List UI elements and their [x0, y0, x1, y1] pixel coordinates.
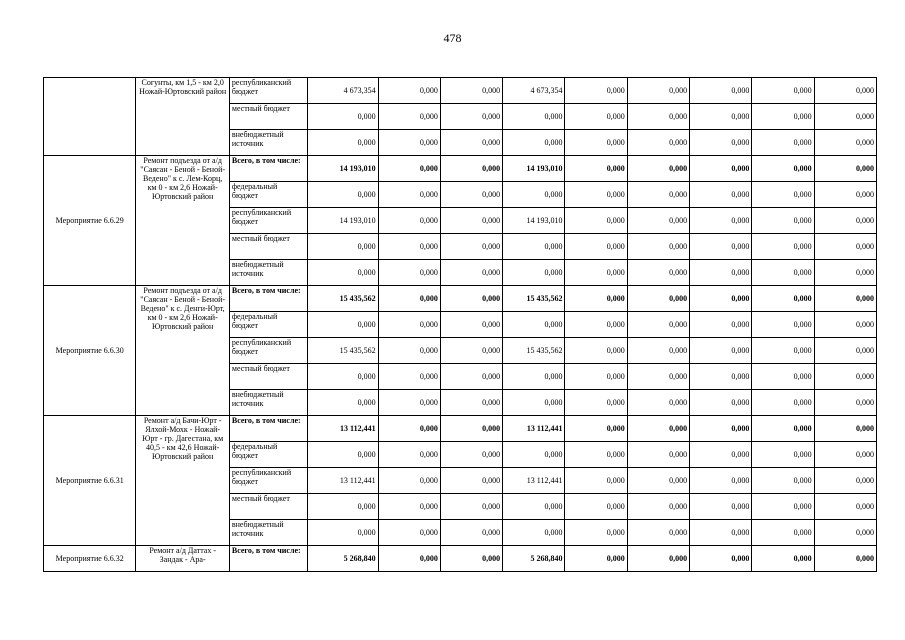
value-cell: 0,000 [565, 520, 627, 546]
value-cell: 0,000 [814, 286, 876, 312]
value-cell: 0,000 [440, 260, 502, 286]
value-cell: 14 193,010 [503, 208, 565, 234]
value-cell: 0,000 [378, 260, 440, 286]
event-cell: Мероприятие 6.6.31 [44, 416, 136, 546]
value-cell: 0,000 [440, 286, 502, 312]
value-cell: 0,000 [814, 416, 876, 442]
value-cell: 0,000 [752, 442, 814, 468]
value-cell: 0,000 [690, 312, 752, 338]
value-cell: 0,000 [565, 182, 627, 208]
value-cell: 0,000 [814, 156, 876, 182]
value-cell: 0,000 [814, 78, 876, 104]
funding-source-cell: республиканский бюджет [229, 338, 307, 364]
value-cell: 0,000 [378, 182, 440, 208]
value-cell: 0,000 [627, 416, 689, 442]
value-cell: 0,000 [814, 312, 876, 338]
value-cell: 0,000 [565, 416, 627, 442]
value-cell: 0,000 [752, 234, 814, 260]
value-cell: 0,000 [565, 208, 627, 234]
value-cell: 0,000 [565, 130, 627, 156]
value-cell: 0,000 [308, 182, 378, 208]
funding-source-cell: Всего, в том числе: [229, 546, 307, 572]
value-cell: 0,000 [440, 312, 502, 338]
value-cell: 0,000 [308, 442, 378, 468]
value-cell: 0,000 [503, 520, 565, 546]
value-cell: 0,000 [814, 546, 876, 572]
value-cell: 0,000 [565, 338, 627, 364]
value-cell: 0,000 [503, 312, 565, 338]
value-cell: 0,000 [814, 104, 876, 130]
value-cell: 0,000 [565, 390, 627, 416]
value-cell: 0,000 [503, 234, 565, 260]
budget-table [43, 77, 877, 572]
value-cell: 0,000 [690, 130, 752, 156]
funding-source-cell: республиканский бюджет [229, 78, 307, 104]
table-row-total [44, 416, 877, 442]
object-cell: Согунты, км 1,5 - км 2,0 Ножай-Юртовский район [136, 78, 229, 156]
value-cell: 0,000 [565, 104, 627, 130]
value-cell: 0,000 [565, 494, 627, 520]
value-cell: 0,000 [565, 234, 627, 260]
value-cell: 13 112,441 [503, 468, 565, 494]
value-cell: 0,000 [565, 364, 627, 390]
funding-source-cell: внебюджетный источник [229, 390, 307, 416]
funding-source-cell: Всего, в том числе: [229, 286, 307, 312]
value-cell: 0,000 [378, 130, 440, 156]
page-number: 478 [443, 31, 462, 45]
value-cell: 0,000 [440, 520, 502, 546]
funding-source-cell: федеральный бюджет [229, 442, 307, 468]
value-cell: 0,000 [752, 546, 814, 572]
value-cell: 0,000 [440, 390, 502, 416]
value-cell: 0,000 [378, 338, 440, 364]
funding-source-cell: республиканский бюджет [229, 468, 307, 494]
value-cell: 0,000 [565, 442, 627, 468]
value-cell: 0,000 [814, 182, 876, 208]
value-cell: 0,000 [308, 390, 378, 416]
value-cell: 0,000 [378, 468, 440, 494]
funding-source-cell: Всего, в том числе: [229, 156, 307, 182]
object-cell: Ремонт подъезда от а/д "Саясан - Беной - Беной-Ведено" к с. Лем-Корц, км 0 - км 2,6 Ножай-Юртовский район [136, 156, 229, 286]
value-cell: 0,000 [627, 312, 689, 338]
value-cell: 0,000 [814, 234, 876, 260]
value-cell: 0,000 [690, 546, 752, 572]
value-cell: 0,000 [378, 546, 440, 572]
funding-source-cell: местный бюджет [229, 494, 307, 520]
value-cell: 0,000 [440, 494, 502, 520]
value-cell: 0,000 [627, 494, 689, 520]
object-cell: Ремонт а/д Даттах - Зандак - Ара- [136, 546, 229, 572]
funding-source-cell: внебюджетный источник [229, 260, 307, 286]
value-cell: 0,000 [690, 104, 752, 130]
value-cell: 0,000 [752, 156, 814, 182]
value-cell: 0,000 [627, 364, 689, 390]
value-cell: 0,000 [440, 208, 502, 234]
value-cell: 0,000 [378, 364, 440, 390]
value-cell: 0,000 [814, 208, 876, 234]
value-cell: 0,000 [440, 546, 502, 572]
table-row-total [44, 286, 877, 312]
value-cell: 0,000 [752, 338, 814, 364]
table-row-total [44, 546, 877, 572]
table-row-total [44, 156, 877, 182]
value-cell: 0,000 [752, 364, 814, 390]
value-cell: 0,000 [378, 234, 440, 260]
value-cell: 0,000 [690, 234, 752, 260]
value-cell: 0,000 [690, 416, 752, 442]
funding-source-cell: республиканский бюджет [229, 208, 307, 234]
value-cell: 0,000 [503, 130, 565, 156]
value-cell: 0,000 [627, 442, 689, 468]
value-cell: 0,000 [752, 104, 814, 130]
value-cell: 0,000 [627, 520, 689, 546]
value-cell: 0,000 [627, 234, 689, 260]
value-cell: 0,000 [690, 182, 752, 208]
object-cell: Ремонт а/д Бачи-Юрт - Ялхой-Мохк - Ножай-Юрт - гр. Дагестана, км 40,5 - км 42,6 Ножай-Юртовский район [136, 416, 229, 546]
value-cell: 0,000 [627, 338, 689, 364]
value-cell: 0,000 [814, 130, 876, 156]
value-cell: 0,000 [752, 312, 814, 338]
value-cell: 0,000 [690, 468, 752, 494]
value-cell: 0,000 [690, 520, 752, 546]
value-cell: 0,000 [308, 260, 378, 286]
value-cell: 0,000 [752, 286, 814, 312]
value-cell: 0,000 [440, 104, 502, 130]
value-cell: 0,000 [565, 78, 627, 104]
value-cell: 0,000 [503, 494, 565, 520]
value-cell: 0,000 [378, 286, 440, 312]
value-cell: 0,000 [308, 520, 378, 546]
value-cell: 0,000 [752, 416, 814, 442]
value-cell: 0,000 [440, 234, 502, 260]
value-cell: 0,000 [378, 104, 440, 130]
funding-source-cell: федеральный бюджет [229, 182, 307, 208]
value-cell: 0,000 [627, 78, 689, 104]
value-cell: 0,000 [814, 442, 876, 468]
event-cell: Мероприятие 6.6.29 [44, 156, 136, 286]
value-cell: 0,000 [440, 130, 502, 156]
value-cell: 0,000 [503, 390, 565, 416]
value-cell: 0,000 [308, 104, 378, 130]
value-cell: 0,000 [440, 78, 502, 104]
value-cell: 0,000 [565, 156, 627, 182]
value-cell: 0,000 [690, 156, 752, 182]
value-cell: 0,000 [440, 416, 502, 442]
value-cell: 0,000 [503, 182, 565, 208]
event-cell: Мероприятие 6.6.30 [44, 286, 136, 416]
funding-source-cell: местный бюджет [229, 234, 307, 260]
value-cell: 0,000 [690, 338, 752, 364]
value-cell: 15 435,562 [503, 338, 565, 364]
value-cell: 0,000 [752, 520, 814, 546]
value-cell: 0,000 [814, 338, 876, 364]
value-cell: 0,000 [690, 442, 752, 468]
value-cell: 0,000 [690, 260, 752, 286]
value-cell: 0,000 [627, 546, 689, 572]
value-cell: 0,000 [378, 390, 440, 416]
funding-source-cell: внебюджетный источник [229, 520, 307, 546]
value-cell: 14 193,010 [503, 156, 565, 182]
value-cell: 0,000 [565, 312, 627, 338]
funding-source-cell: Всего, в том числе: [229, 416, 307, 442]
value-cell: 0,000 [308, 312, 378, 338]
value-cell: 0,000 [627, 182, 689, 208]
value-cell: 15 435,562 [308, 286, 378, 312]
value-cell: 0,000 [752, 468, 814, 494]
value-cell: 0,000 [378, 78, 440, 104]
value-cell: 0,000 [690, 364, 752, 390]
value-cell: 0,000 [378, 312, 440, 338]
value-cell: 0,000 [627, 156, 689, 182]
value-cell: 0,000 [308, 234, 378, 260]
value-cell: 0,000 [378, 416, 440, 442]
value-cell: 0,000 [378, 494, 440, 520]
value-cell: 0,000 [690, 208, 752, 234]
table-row [44, 78, 877, 104]
value-cell: 0,000 [308, 364, 378, 390]
value-cell: 0,000 [814, 468, 876, 494]
value-cell: 15 435,562 [503, 286, 565, 312]
value-cell: 0,000 [378, 520, 440, 546]
value-cell: 14 193,010 [308, 208, 378, 234]
value-cell: 0,000 [440, 468, 502, 494]
value-cell: 0,000 [565, 546, 627, 572]
value-cell: 0,000 [308, 494, 378, 520]
value-cell: 0,000 [814, 390, 876, 416]
value-cell: 0,000 [378, 156, 440, 182]
value-cell: 0,000 [752, 208, 814, 234]
value-cell: 0,000 [752, 260, 814, 286]
value-cell: 5 268,840 [503, 546, 565, 572]
value-cell: 0,000 [627, 130, 689, 156]
value-cell: 0,000 [627, 208, 689, 234]
value-cell: 13 112,441 [503, 416, 565, 442]
value-cell: 4 673,354 [308, 78, 378, 104]
funding-source-cell: федеральный бюджет [229, 312, 307, 338]
value-cell: 0,000 [690, 494, 752, 520]
event-cell: Мероприятие 6.6.32 [44, 546, 136, 572]
value-cell: 0,000 [503, 260, 565, 286]
value-cell: 0,000 [378, 208, 440, 234]
value-cell: 0,000 [440, 338, 502, 364]
value-cell: 0,000 [503, 104, 565, 130]
funding-source-cell: местный бюджет [229, 364, 307, 390]
value-cell: 0,000 [814, 364, 876, 390]
value-cell: 0,000 [440, 442, 502, 468]
value-cell: 0,000 [814, 260, 876, 286]
value-cell: 0,000 [627, 286, 689, 312]
object-cell: Ремонт подъезда от а/д "Саясан - Беной - Беной-Ведено" к с. Денги-Юрт, км 0 - км 2,6 Ножай-Юртовский район [136, 286, 229, 416]
value-cell: 14 193,010 [308, 156, 378, 182]
funding-source-cell: местный бюджет [229, 104, 307, 130]
value-cell: 0,000 [814, 520, 876, 546]
value-cell: 4 673,354 [503, 78, 565, 104]
value-cell: 0,000 [752, 182, 814, 208]
value-cell: 13 112,441 [308, 416, 378, 442]
value-cell: 0,000 [565, 286, 627, 312]
value-cell: 0,000 [627, 104, 689, 130]
value-cell: 0,000 [690, 390, 752, 416]
value-cell: 0,000 [627, 390, 689, 416]
value-cell: 0,000 [440, 364, 502, 390]
value-cell: 0,000 [627, 468, 689, 494]
value-cell: 0,000 [752, 390, 814, 416]
value-cell: 13 112,441 [308, 468, 378, 494]
value-cell: 0,000 [308, 130, 378, 156]
value-cell: 0,000 [752, 78, 814, 104]
value-cell: 0,000 [752, 494, 814, 520]
value-cell: 0,000 [565, 468, 627, 494]
value-cell: 0,000 [503, 364, 565, 390]
value-cell: 0,000 [565, 260, 627, 286]
value-cell: 0,000 [690, 286, 752, 312]
value-cell: 5 268,840 [308, 546, 378, 572]
value-cell: 15 435,562 [308, 338, 378, 364]
event-cell [44, 78, 136, 156]
value-cell: 0,000 [690, 78, 752, 104]
value-cell: 0,000 [814, 494, 876, 520]
funding-source-cell: внебюджетный источник [229, 130, 307, 156]
value-cell: 0,000 [440, 156, 502, 182]
value-cell: 0,000 [440, 182, 502, 208]
value-cell: 0,000 [503, 442, 565, 468]
value-cell: 0,000 [627, 260, 689, 286]
value-cell: 0,000 [752, 130, 814, 156]
value-cell: 0,000 [378, 442, 440, 468]
